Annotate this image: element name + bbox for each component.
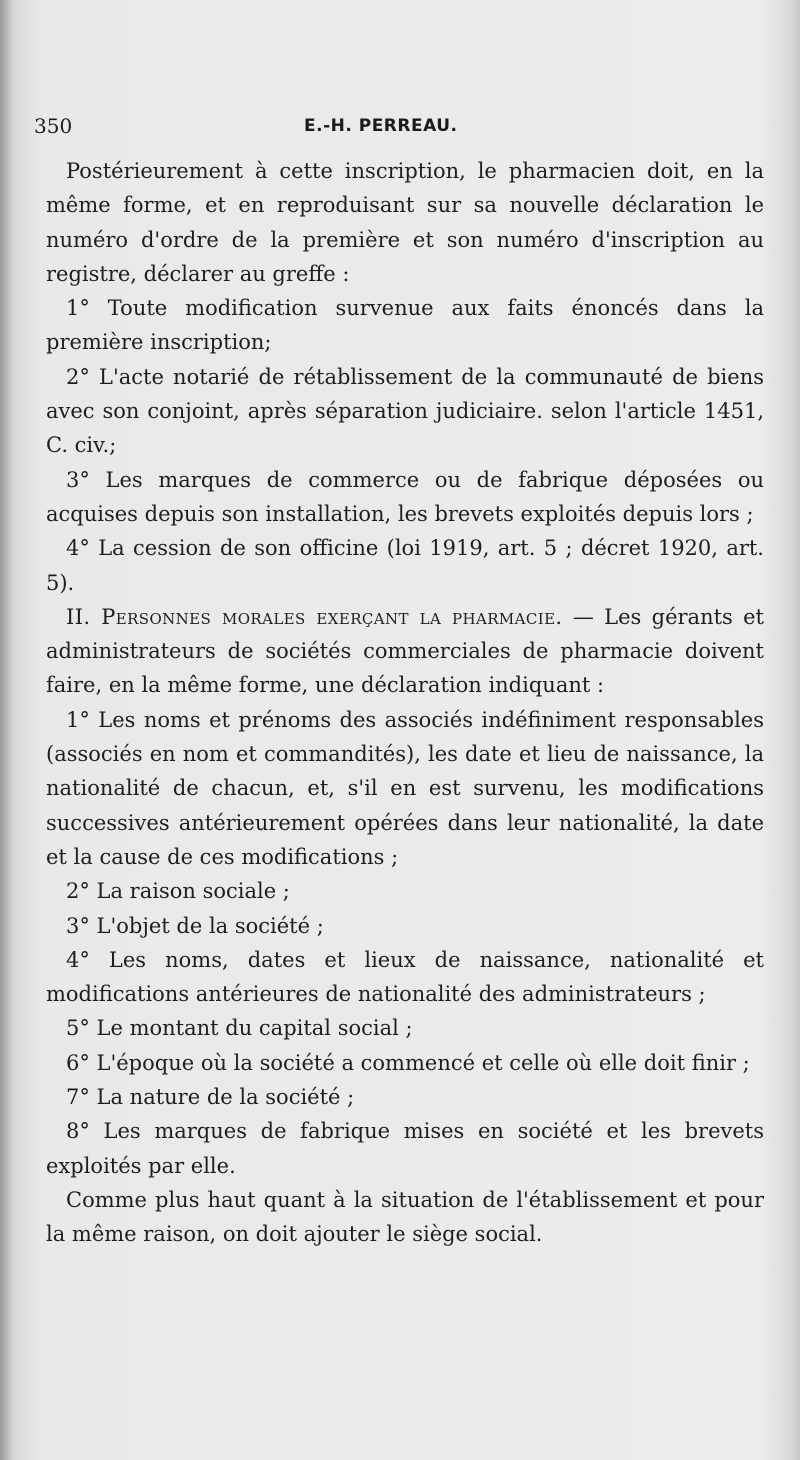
list-item-4: 4° La cession de son officine (loi 1919, art. 5 ; décret 1920, art. 5). (46, 536, 764, 595)
section-ii-item-8: 8° Les marques de fabrique mises en société et les brevets exploités par elle. (46, 1119, 764, 1178)
section-ii-item-5: 5° Le montant du capital social ; (66, 1016, 413, 1041)
section-ii-item-2: 2° La raison sociale ; (66, 879, 290, 904)
page-header (34, 114, 774, 144)
section-ii-item-6: 6° L'époque où la société a commencé et celle où elle doit finir ; (66, 1050, 750, 1075)
section-ii-item-7: 7° La nature de la société ; (66, 1085, 355, 1110)
list-item-2: 2° L'acte notarié de rétablissement de la communauté de biens avec son conjoint, après séparation judiciaire. selon l'article 1451, C. civ.; (46, 364, 764, 458)
section-ii-item-1: 1° Les noms et prénoms des associés indéfiniment responsables (associés en nom et commandités), les date et lieu de naissance, la nationalité de chacun, et, s'il en est survenu, les modifications successives antérieurement opérées dans leur nationalité, la date et la cause de ces modifications ; (46, 707, 764, 869)
section-ii-item-3: 3° L'objet de la société ; (66, 913, 324, 938)
list-item-3: 3° Les marques de commerce ou de fabrique déposées ou acquises depuis son installation, les brevets exploités depuis lors ; (46, 467, 764, 526)
paragraph-intro: Postérieurement à cette inscription, le pharmacien doit, en la même forme, et en reproduisant sur sa nouvelle déclaration le numéro d'ordre de la première et son numéro d'inscription au registre, déclarer au greffe : (46, 159, 764, 286)
running-head-author: E.-H. PERREAU. (304, 116, 458, 136)
closing-paragraph: Comme plus haut quant à la situation de l'établissement et pour la même raison, on doit ajouter le siège social. (46, 1187, 764, 1247)
section-ii-paragraph (46, 600, 764, 703)
section-ii-item-4: 4° Les noms, dates et lieux de naissance, nationalité et modifications antérieures de nationalité des administrateurs ; (46, 947, 764, 1007)
list-item-1: 1° Toute modification survenue aux faits énoncés dans la première inscription; (46, 296, 764, 355)
section-heading: II. Personnes morales exerçant la pharmacie. (66, 604, 563, 629)
section-ii-text: — Les gérants et administrateurs de sociétés commerciales de pharmacie doivent faire, en la même forme, une déclaration indiquant : (46, 604, 765, 698)
page-number: 350 (34, 114, 73, 138)
body-text (46, 154, 764, 1252)
